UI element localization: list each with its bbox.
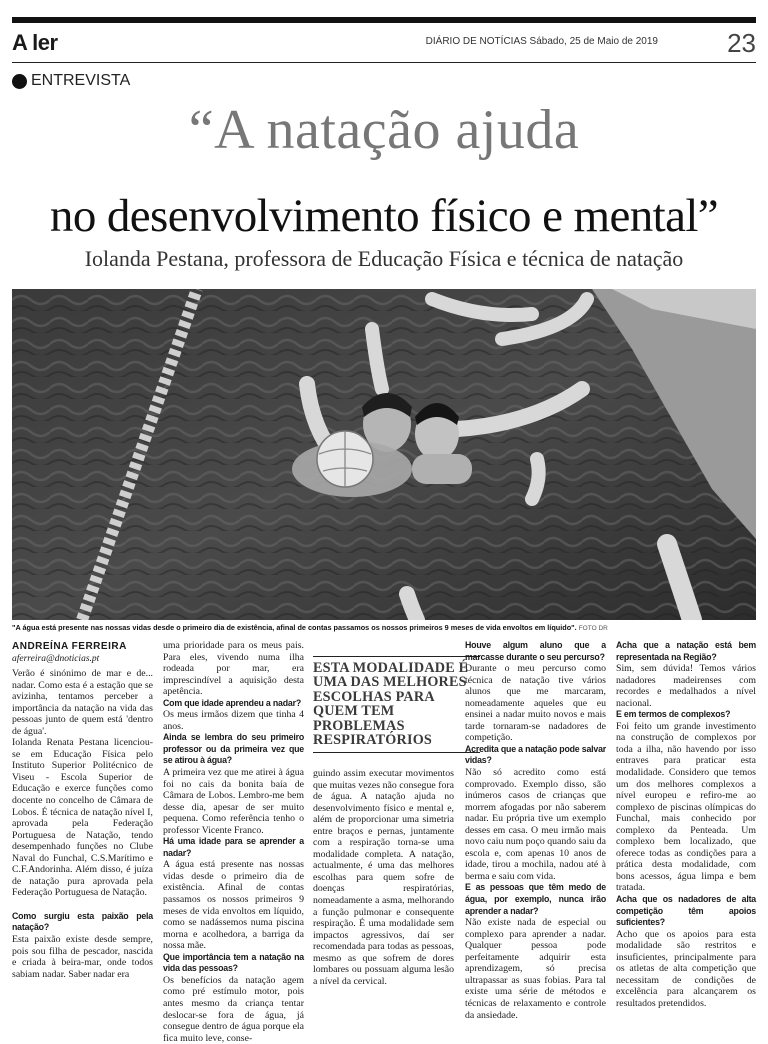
author-email: aferreira@dnoticias.pt xyxy=(12,654,100,664)
kicker-label: ENTREVISTA xyxy=(31,72,131,89)
question-2: Com que idade aprendeu a nadar? xyxy=(163,697,301,708)
question-4: Há uma idade para se aprender a nadar? xyxy=(163,836,304,858)
headline-line-1: “A natação ajuda xyxy=(188,99,580,161)
question-11: Acha que os nadadores de alta competição têm apoios suficientes? xyxy=(616,894,756,928)
top-rule xyxy=(12,17,756,23)
pull-quote: ESTA MODALIDADE É UMA DAS MELHORES ESCOLHAS PARA QUEM TEM PROBLEMAS RESPIRATÓRIOS xyxy=(313,656,480,753)
answer-11: Acho que os apoios para esta modalidade são restritos e insuficientes, principalmente para os atletas de alta competição que necessitam de condições de excelência para alcançarem os resultados pretendidos. xyxy=(616,928,756,1009)
subtitle: Iolanda Pestana, professora de Educação Física e técnica de natação xyxy=(84,246,684,271)
question-10: E em termos de complexos? xyxy=(616,709,731,720)
article-column-3 xyxy=(313,768,454,987)
kicker xyxy=(12,72,130,90)
question-1: Como surgiu esta paixão pela natação? xyxy=(12,910,153,933)
answer-2: Os meus irmãos dizem que tinha 4 anos. xyxy=(163,709,304,732)
answer-8: Não existe nada de especial ou complexo para aprender a nadar. Qualquer pessoa pode perfeitamente adquirir esta aprendizagem, só precisa ultrapassar as suas fobias. Para tal existe uma série de métodos e técnicas de relaxamento e controle da ansiedade. xyxy=(465,917,606,1021)
question-6: Houve algum aluno que a marcasse durante o seu percurso? xyxy=(465,640,606,662)
photo-illustration xyxy=(12,289,756,620)
question-8: E as pessoas que têm medo de água, por exemplo, nunca irão aprender a nadar? xyxy=(465,882,606,916)
answer-7: Não só acredito como está comprovado. Exemplo disso, são inúmeros casos de crianças que morrem afogadas por não saberem nadar. Eu própria tive um exemplo desses em casa. O meu irmão mais novo caiu num poço quando saiu da escola e, com apenas 10 anos de idade, tirou a mochila, nadou até à berma e saiu com vida. xyxy=(465,767,606,882)
question-9: Acha que a natação está bem representada na Região? xyxy=(616,640,756,662)
photo-credit: FOTO DR xyxy=(578,625,608,632)
article-column-2 xyxy=(163,640,304,1044)
author-name: ANDREÍNA FERREIRA xyxy=(12,641,127,652)
swimming-pool-photo xyxy=(12,289,756,620)
question-5: Que importância tem a natação na vida das pessoas? xyxy=(163,951,304,974)
photo-caption xyxy=(12,623,756,632)
section-title: A ler xyxy=(12,30,58,55)
answer-10: Foi feito um grande investimento na construção de complexos por toda a ilha, não havendo por isso entraves para praticar esta modalidade. Considero que temos um dos melhores complexos a nível europeu e refiro-me ao complexo de piscinas olímpicas do Funchal, mais conhecido por complexo da Penteada. Um complexo bem localizado, que oferece todas as condições para a prática desta modalidade, com bons acessos, água limpa e bem tratada. xyxy=(616,720,756,894)
question-7: Acredita que a natação pode salvar vidas? xyxy=(465,743,606,766)
bullet-dot-icon xyxy=(12,74,27,89)
publication-info: DIÁRIO DE NOTÍCIAS Sábado, 25 de Maio de 2019 xyxy=(425,36,658,47)
article-column-1 xyxy=(12,640,153,980)
header-rule xyxy=(12,62,756,63)
answer-5-start: Os benefícios da natação agem como pré estímulo motor, pois antes mesmo da criança tentar deslocar-se fora de água, já consegue dentro de água porque ela fica muito leve, conse- xyxy=(163,974,304,1044)
answer-5-end: guindo assim executar movimentos que muitas vezes não consegue fora de água. A natação ajuda no desenvolvimento físico e mental e, além de proporcionar uma simetria entre braços e pernas, juntamente com a respiração torna-se uma modalidade completa. A natação, actualmente, é uma das melhores escolhas para quem sofre de doenças respiratórias, nomeadamente a asma, melhorando a função pulmonar e consequente respiração. É uma modalidade sem impactos agressivos, daí ser recomendada para todas as pessoas, mesmo as que sofrem de dores lombares ou possuam alguma lesão a nível da cervical. xyxy=(313,768,454,987)
page-number: 23 xyxy=(727,28,756,58)
answer-1-start: Esta paixão existe desde sempre, pois sou filha de pescador, nascida e criada à beira-mar, onde todos sabiam nadar. Saber nadar era xyxy=(12,934,153,980)
answer-6: Durante o meu percurso como técnica de natação tive vários alunos que me marcaram, nomeadamente aqueles que eu ensinei a nadar muito novos e mais tarde tornaram-se nadadores de competição. xyxy=(465,663,606,744)
answer-9: Sim, sem dúvida! Temos vários nadadores madeirenses com recordes e medalhados a nível nacional. xyxy=(616,663,756,709)
article-column-5 xyxy=(616,640,756,1010)
answer-4: A água está presente nas nossas vidas desde o primeiro dia de existência. Afinal de contas passamos os nossos primeiros 9 meses de vida envoltos em líquido, como se nadássemos numa piscina morna e acolhedora, a barriga da nossa mãe. xyxy=(163,859,304,952)
answer-3: A primeira vez que me atirei à água foi no cais da bonita baía de Câmara de Lobos. Lembro-me bem desse dia, apesar de ser muito pequena. Como referência tenho o professor Vicente Franco. xyxy=(163,767,304,836)
question-3: Ainda se lembra do seu primeiro professor ou da primeira vez que se atirou à água? xyxy=(163,732,304,766)
article-intro: Verão é sinónimo de mar e de... nadar. Como esta é a estação que se avizinha, tentamos perceber a importância da natação na vida das pessoas junto de quem está 'dentro de água'. xyxy=(12,668,153,737)
headline-line-2: no desenvolvimento físico e mental” xyxy=(49,190,719,242)
article-bio: Iolanda Renata Pestana licenciou-se em Educação Física pelo Instituto Superior Politécnico de Viseu - Escola Superior de Educação e exerce funções como docente no concelho de Câmara de Lobos. É técnica de natação nível I, aprovada pela Federação Portuguesa de Natação, tendo desempenhado funções no Clube Naval do Funchal, C.S.Marítimo e C.F.Andorinha. Além disso, é juíza de natação pura aprovada pela Federação Portuguesa de Natação. xyxy=(12,737,153,899)
article-column-4 xyxy=(465,640,606,1021)
caption-text: "A água está presente nas nossas vidas desde o primeiro dia de existência, afinal de contas passamos os nossos primeiros 9 meses de vida envoltos em líquido". xyxy=(12,623,577,632)
answer-1-end: uma prioridade para os meus pais. Para eles, vivendo numa ilha rodeada por mar, era imprescindível a aquisição desta apetência. xyxy=(163,640,304,698)
